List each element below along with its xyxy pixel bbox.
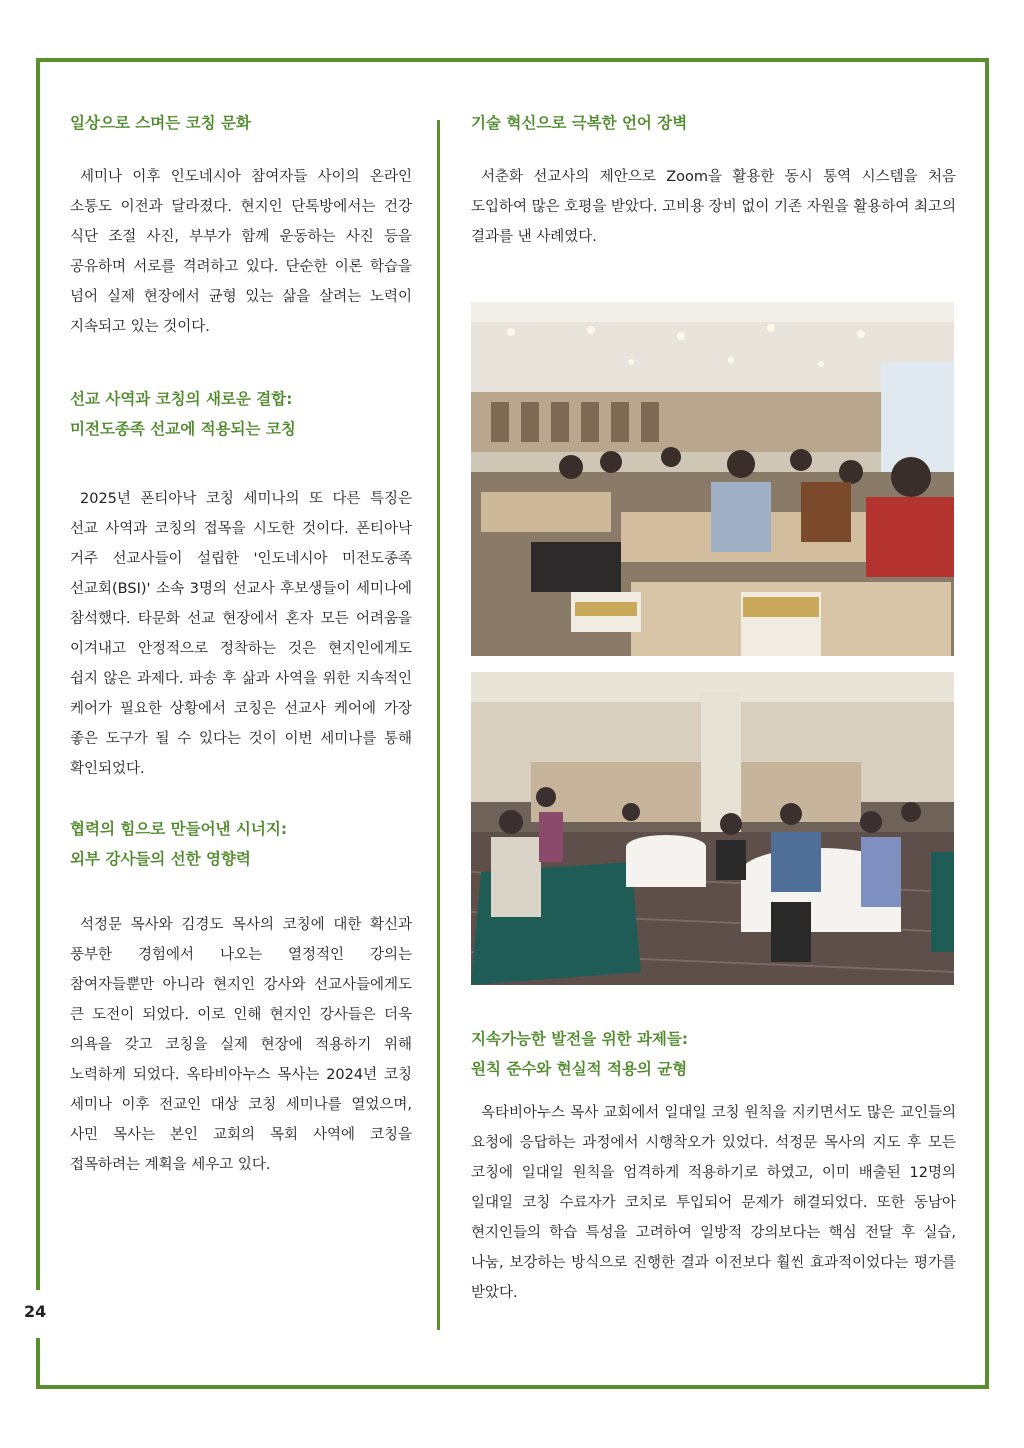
heading-line: 선교 사역과 코칭의 새로운 결합: <box>70 390 293 408</box>
right-column-lower <box>471 1024 956 1308</box>
section-heading-sustainability <box>471 1024 956 1084</box>
left-column <box>70 108 412 1180</box>
page-border-left <box>36 58 40 1290</box>
section-heading-daily-coaching: 일상으로 스며든 코칭 문화 <box>70 114 251 132</box>
heading-line: 협력의 힘으로 만들어낸 시너지: <box>70 820 288 838</box>
page-number: 24 <box>24 1302 47 1321</box>
section-heading-synergy <box>70 814 412 874</box>
page-border-bottom <box>36 1385 989 1389</box>
heading-line: 원칙 준수와 현실적 적용의 균형 <box>471 1060 688 1078</box>
section-body-synergy: 석정문 목사와 김경도 목사의 코칭에 대한 확신과 풍부한 경험에서 나오는 열정적인 강의는 참여자들뿐만 아니라 현지인 강사와 선교사들에게도 큰 도전이 되었다. 이로 인해 현지인 강사들은 더욱 의욕을 갖고 코칭을 실제 현장에 적용하기 위해 노력하게 되었다. 옥타비아누스 목사는 2024년 코칭 세미나 이후 전교인 대상 코칭 세미나를 열었으며, 사민 목사는 본인 교회의 목회 사역에 코칭을 접목하려는 계획을 세우고 있다. <box>70 917 412 1173</box>
section-heading-language-barrier: 기술 혁신으로 극복한 언어 장벽 <box>471 114 688 132</box>
heading-line: 외부 강사들의 선한 영향력 <box>70 850 251 868</box>
page-border-right <box>985 58 989 1389</box>
right-column <box>471 108 956 252</box>
photo-seminar-classroom <box>471 302 954 656</box>
heading-line: 지속가능한 발전을 위한 과제들: <box>471 1030 689 1048</box>
section-body-daily-coaching: 세미나 이후 인도네시아 참여자들 사이의 온라인 소통도 이전과 달라졌다. 현지인 단톡방에서는 건강 식단 조절 사진, 부부가 함께 운동하는 사진 등을 공유하며 서로를 격려하고 있다. 단순한 이론 학습을 넘어 실제 현장에서 균형 있는 삶을 살려는 노력이 지속되고 있는 것이다. <box>70 169 412 335</box>
page-border-top <box>36 58 988 62</box>
section-body-sustainability: 옥타비아누스 목사 교회에서 일대일 코칭 원칙을 지키면서도 많은 교인들의 요청에 응답하는 과정에서 시행착오가 있었다. 석정문 목사의 지도 후 모든 코칭에 일대일 원칙을 엄격하게 적용하기로 하였고, 이미 배출된 12명의 일대일 코칭 수료자가 코치로 투입되어 문제가 해결되었다. 또한 동남아 현지인들의 학습 특성을 고려하여 일방적 강의보다는 핵심 전달 후 실습, 나눔, 보강하는 방식으로 진행한 결과 이전보다 훨씬 효과적이었다는 평가를 받았다. <box>471 1105 956 1301</box>
page-border-left-lower <box>36 1338 40 1389</box>
photo-coaching-round-tables <box>471 672 954 985</box>
section-heading-mission-coaching <box>70 384 412 444</box>
column-divider <box>437 120 440 1330</box>
section-body-language-barrier: 서춘화 선교사의 제안으로 Zoom을 활용한 동시 통역 시스템을 처음 도입하여 많은 호평을 받았다. 고비용 장비 없이 기존 자원을 활용하여 최고의 결과를 낸 사례였다. <box>471 169 956 245</box>
heading-line: 미전도종족 선교에 적용되는 코칭 <box>70 420 296 438</box>
section-body-mission-coaching: 2025년 폰티아낙 코칭 세미나의 또 다른 특징은 선교 사역과 코칭의 접목을 시도한 것이다. 폰티아낙 거주 선교사들이 설립한 '인도네시아 미전도종족 선교회(BSI)' 소속 3명의 선교사 후보생들이 세미나에 참석했다. 타문화 선교 현장에서 혼자 모든 어려움을 이겨내고 안정적으로 정착하는 것은 현지인에게도 쉽지 않은 과제다. 파송 후 삶과 사역을 위한 지속적인 케어가 필요한 상황에서 코칭은 선교사 케어에 가장 좋은 도구가 될 수 있다는 것이 이번 세미나를 통해 확인되었다. <box>70 491 412 777</box>
